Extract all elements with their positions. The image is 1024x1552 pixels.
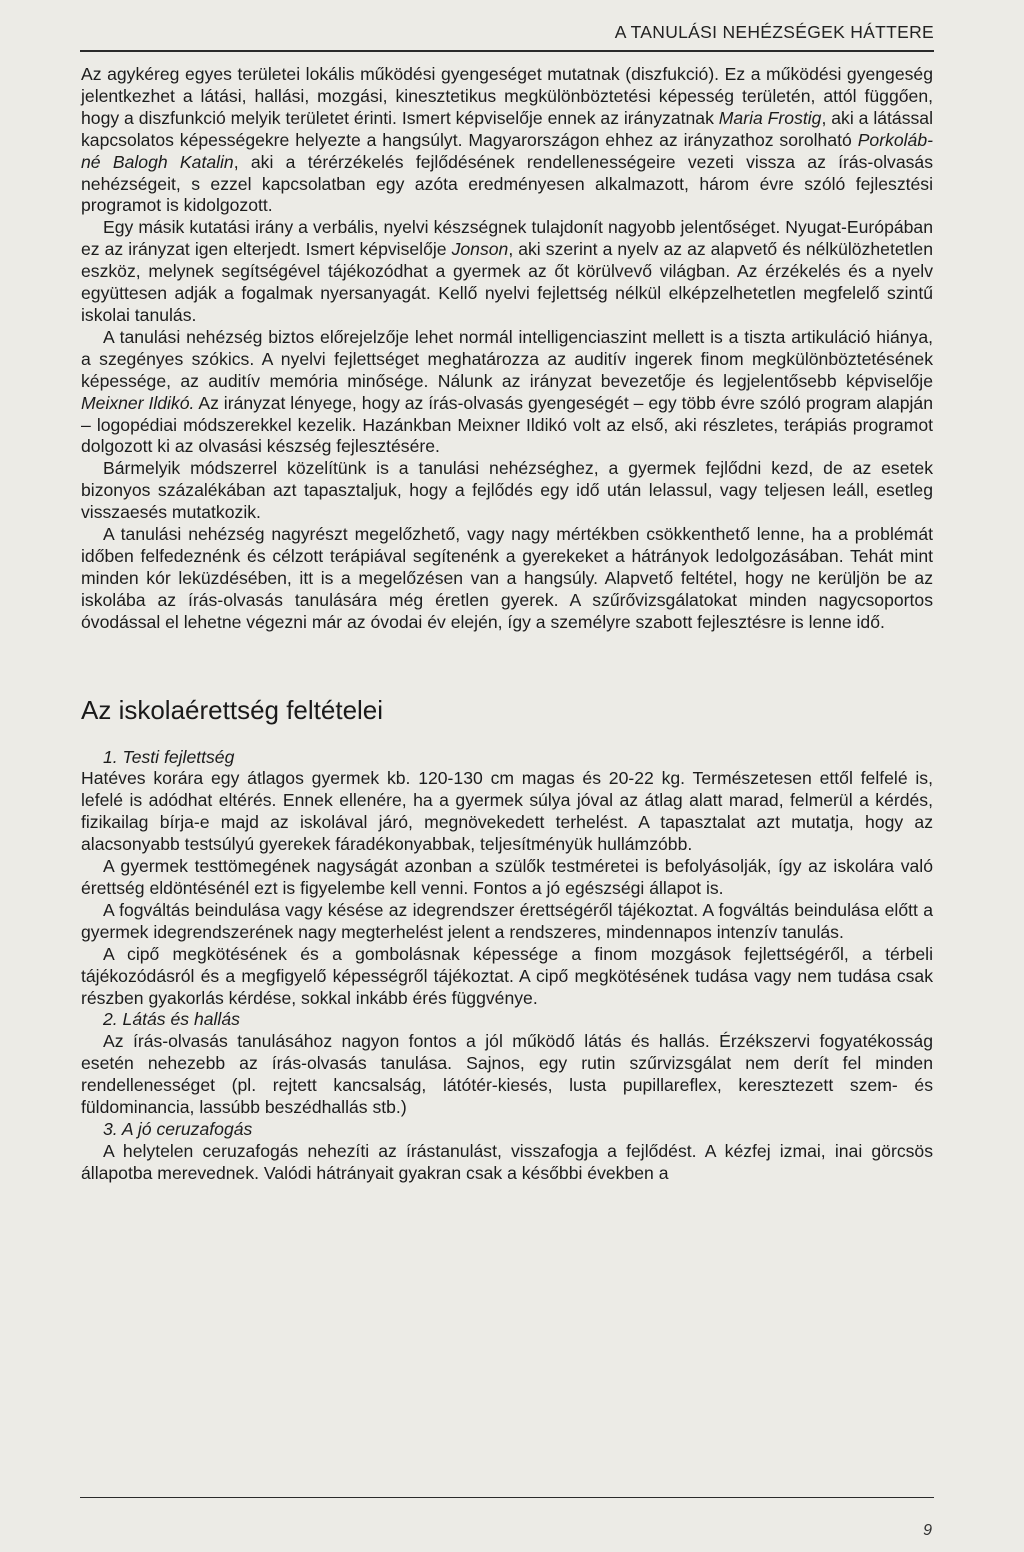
text-run: , aki a látással kapcsolatos képességekre helyezte a hangsúlyt. Magyarországon ehhez az irányzathoz sorolható: [81, 107, 933, 150]
subsection-heading: 3. A jó ceruzafogás: [103, 1118, 253, 1139]
subsection-1: [81, 747, 933, 1010]
body-paragraph: Az írás-olvasás tanulásához nagyon fontos a jól működő látás és hallás. Érzékszervi fogyatékosság esetén nehezebb az írás-olvasás tanulása. Sajnos, egy rutin szűrvizsgálat nem derít fel minden rendellenességet (pl. rejtett kancsalság, látótér-kiesés, lusta pupillareflex, keresztezett szem- és füldominancia, lassúbb beszédhallás stb.): [81, 1031, 933, 1118]
subsection-heading: 2. Látás és hallás: [103, 1009, 240, 1030]
section-title: Az iskolaérettség feltételei: [81, 694, 384, 725]
text-run: , aki szerint a nyelv az az alapvető és nélkülözhetetlen eszköz, melynek segítségével tájékozódhat a gyermek az őt körülvevő világban. Az érzékelés és a nyelv együttesen adják a fogalmak nyersanyagát. Kellő nyelvi fejlettség nélkül elképzelhetetlen megfelelő szintű iskolai tanulás.: [81, 239, 933, 325]
footer-rule: [80, 1497, 934, 1498]
italic-name: Maria Frostig: [718, 107, 822, 128]
text-run: A tanulási nehézség biztos előrejelzője lehet normál intelligenciaszint mellett is a tiszta artikuláció hiánya, a szegényes szókics. A nyelvi fejlettséget meghatározza az auditív ingerek finom megkülönböztetésének képessége, az auditív memória minősége. Nálunk az irányzat bevezetője és legjelentősebb képviselője: [81, 326, 933, 391]
body-paragraph: [81, 64, 933, 217]
running-head: A TANULÁSI NEHÉZSÉGEK HÁTTERE: [614, 22, 934, 42]
text-run: Az irányzat lényege, hogy az írás-olvasás gyengeségét – egy több évre szóló program alapján – logopédiai módszerekkel kezelik. Hazánkban Meixner Ildikó volt az első, aki részletes, terápiás programot dolgozott ki az olvasási készség fejlesztésére.: [81, 392, 933, 457]
body-paragraph: A cipő megkötésének és a gombolásnak képessége a finom mozgások fejlettségéről, a térbeli tájékozódásról és a megfigyelő képességről tájékoztat. A cipő megkötésének tudása vagy nem tudása csak részben gyakorlás kérdése, sokkal inkább érés függvénye.: [81, 943, 933, 1008]
text-run: Egy másik kutatási irány a verbális, nyelvi készségnek tulajdonít nagyobb jelentőséget. Nyugat-Európában ez az irányzat igen elterjedt. Ismert képviselője: [81, 217, 933, 260]
page-number: 9: [923, 1522, 932, 1539]
body-paragraph: A fogváltás beindulása vagy késése az idegrendszer érettségéről tájékoztat. A fogváltás beindulása előtt a gyermek idegrendszerének nagy megterhelést jelent a rendszeres, mindennapos intenzív tanulás.: [81, 899, 933, 942]
body-paragraph: [81, 327, 933, 458]
subsection-heading: 1. Testi fejlettség: [103, 746, 235, 767]
text-run: Bármelyik módszerrel közelítünk is a tanulási nehézséghez, a gyermek fejlődni kezd, de az esetek bizonyos százalékában azt tapasztaljuk, hogy a fejlődés egy idő után lelassul, vagy teljesen leáll, esetleg visszaesés mutatkozik.: [81, 458, 933, 523]
page-body: [81, 64, 933, 1185]
italic-name: Meixner Ildikó.: [81, 392, 195, 413]
header-rule: [80, 50, 934, 52]
body-paragraph: A gyermek testtömegének nagyságát azonban a szülők testméretei is befolyásolják, így az iskolára való érettség eldöntésénél ezt is figyelembe kell venni. Fontos a jó egészségi állapot is.: [81, 856, 933, 898]
body-paragraph: [81, 217, 933, 327]
body-paragraph: [81, 458, 933, 524]
body-paragraph: Hatéves korára egy átlagos gyermek kb. 120-130 cm magas és 20-22 kg. Természetesen ettől felfelé is, lefelé is adódhat eltérés. Ennek ellenére, ha a gyermek súlya jóval az átlag alatt marad, felmerül a kérdés, fizikailag bírja-e majd az iskolával járó, megnövekedett terhelést. A tapasztalat azt mutatja, hogy az alacsonyabb testsúlyú gyerekek fáradékonyabbak, teljesítményük hullámzóbb.: [81, 768, 933, 855]
subsection-3: [81, 1119, 933, 1185]
subsection-2: [81, 1009, 933, 1119]
body-paragraph: A helytelen ceruzafogás nehezíti az írástanulást, visszafogja a fejlődést. A kézfej izmai, inai görcsös állapotba merevednek. Valódi hátrányait gyakran csak a későbbi években a: [81, 1140, 933, 1183]
text-run: Az agykéreg egyes területei lokális működési gyengeséget mutatnak (diszfukció). Ez a működési gyengeség jelentkezhet a látási, hallási, mozgási, kinesztetikus megkülönböztetési képesség területén, attól függően, hogy a diszfunkció melyik területet érinti. Ismert képviselője ennek az irányzatnak: [81, 64, 933, 128]
intro-paragraphs: [81, 64, 933, 634]
body-paragraph: [81, 524, 933, 634]
italic-name: Jonson: [451, 239, 509, 260]
text-run: , aki a térérzékelés fejlődésének rendellenességeire vezeti vissza az írás-olvasás nehézségeit, s ezzel kapcsolatban egy azóta eredményesen alkalmazott, három évre szóló fejlesztési programot is kidolgozott.: [81, 151, 933, 216]
text-run: A tanulási nehézség nagyrészt megelőzhető, vagy nagy mértékben csökkenthető lenne, ha a problémát időben felfedeznénk és célzott terápiával segítenénk a gyerekeket a hátrányok ledolgozásában. Tehát mint minden kór leküzdésében, itt is a megelőzésen van a hangsúly. Alapvető feltétel, hogy ne kerüljön be az iskolába az írás-olvasás tanulására még éretlen gyerek. A szűrővizsgálatokat minden nagycsoportos óvodással el lehetne végezni már az óvodai év elején, így a személyre szabott fejlesztésre is lenne idő.: [81, 524, 933, 632]
italic-name: Porkolábné Balogh Katalin: [81, 129, 933, 172]
